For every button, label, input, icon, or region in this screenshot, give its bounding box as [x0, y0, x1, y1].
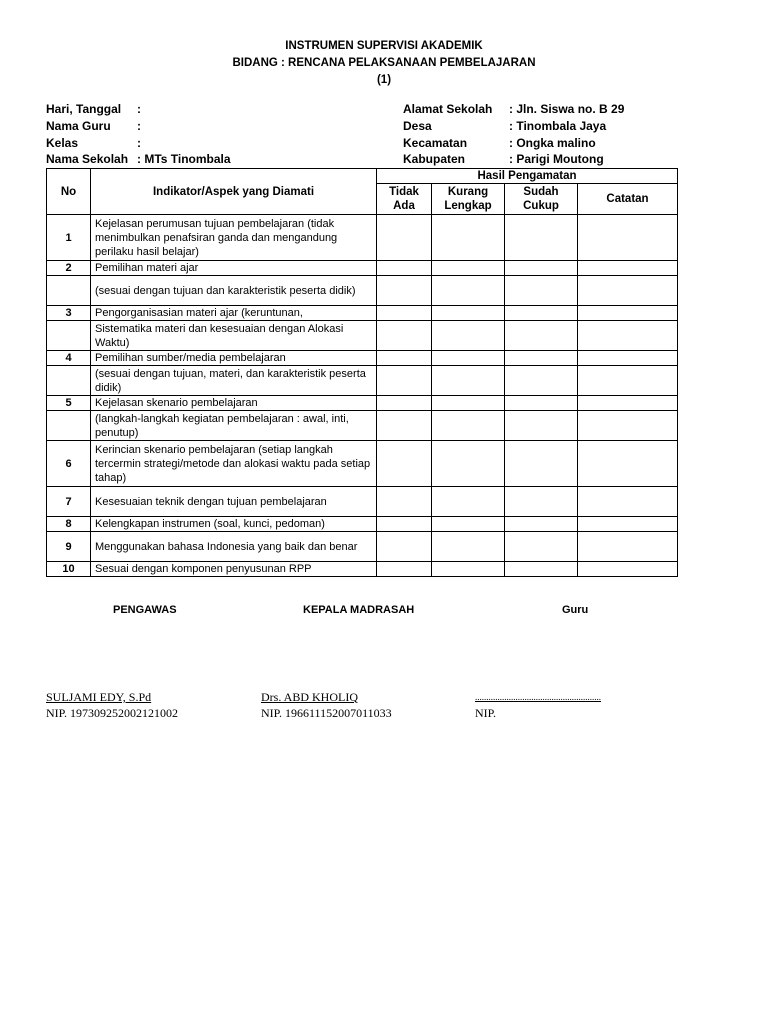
cell-kurang-lengkap[interactable]: [432, 487, 505, 517]
row-indicator: Kejelasan skenario pembelajaran: [91, 396, 377, 411]
cell-tidak-ada[interactable]: [377, 411, 432, 441]
table-row: [47, 321, 678, 351]
cell-kurang-lengkap[interactable]: [432, 351, 505, 366]
header-indicator: Indikator/Aspek yang Diamati: [91, 169, 377, 215]
row-number: [47, 321, 91, 351]
cell-catatan[interactable]: [578, 532, 678, 562]
header-catatan: Catatan: [578, 184, 678, 215]
table-row: [47, 306, 678, 321]
cell-sudah-cukup[interactable]: [505, 366, 578, 396]
cell-kurang-lengkap[interactable]: [432, 562, 505, 577]
row-number: 6: [47, 441, 91, 487]
cell-catatan[interactable]: [578, 517, 678, 532]
header-hasil-pengamatan: Hasil Pengamatan: [377, 169, 678, 184]
guru-name-line: ........................................................: [475, 692, 601, 702]
row-indicator: Pengorganisasian materi ajar (keruntunan,: [91, 306, 377, 321]
row-number: [47, 366, 91, 396]
row-indicator: Menggunakan bahasa Indonesia yang baik dan benar: [91, 532, 377, 562]
row-number: 10: [47, 562, 91, 577]
row-indicator: (langkah-langkah kegiatan pembelajaran : awal, inti, penutup): [91, 411, 377, 441]
cell-catatan[interactable]: [578, 411, 678, 441]
table-row: [47, 517, 678, 532]
cell-sudah-cukup[interactable]: [505, 321, 578, 351]
cell-catatan[interactable]: [578, 351, 678, 366]
cell-catatan[interactable]: [578, 261, 678, 276]
info-hari-tanggal: Hari, Tanggal :: [46, 102, 141, 116]
cell-catatan[interactable]: [578, 276, 678, 306]
pengawas-name: SULJAMI EDY, S.Pd: [46, 690, 152, 704]
cell-sudah-cukup[interactable]: [505, 411, 578, 441]
guru-nip: NIP.: [475, 706, 497, 720]
cell-tidak-ada[interactable]: [377, 487, 432, 517]
supervision-table: [46, 168, 678, 577]
table-row: [47, 562, 678, 577]
row-indicator: Kesesuaian teknik dengan tujuan pembelajaran: [91, 487, 377, 517]
cell-sudah-cukup[interactable]: [505, 261, 578, 276]
row-indicator: (sesuai dengan tujuan dan karakteristik peserta didik): [91, 276, 377, 306]
cell-sudah-cukup[interactable]: [505, 306, 578, 321]
cell-kurang-lengkap[interactable]: [432, 276, 505, 306]
row-indicator: Pemilihan sumber/media pembelajaran: [91, 351, 377, 366]
pengawas-nip: NIP. 197309252002121002: [46, 706, 179, 720]
cell-tidak-ada[interactable]: [377, 562, 432, 577]
table-row: [47, 215, 678, 261]
header-tidak-ada: Tidak Ada: [377, 184, 432, 215]
guru-title: Guru: [562, 604, 589, 616]
cell-catatan[interactable]: [578, 487, 678, 517]
cell-kurang-lengkap[interactable]: [432, 532, 505, 562]
cell-sudah-cukup[interactable]: [505, 517, 578, 532]
cell-tidak-ada[interactable]: [377, 517, 432, 532]
cell-kurang-lengkap[interactable]: [432, 441, 505, 487]
cell-catatan[interactable]: [578, 396, 678, 411]
row-indicator: Kejelasan perumusan tujuan pembelajaran (tidak menimbulkan penafsiran ganda dan mengandung perilaku hasil belajar): [91, 215, 377, 261]
cell-catatan[interactable]: [578, 562, 678, 577]
row-number: 1: [47, 215, 91, 261]
info-nama-guru: Nama Guru :: [46, 119, 141, 133]
table-row: [47, 261, 678, 276]
cell-sudah-cukup[interactable]: [505, 396, 578, 411]
info-nama-sekolah: Nama Sekolah : MTs Tinombala: [46, 152, 231, 166]
table-row: [47, 441, 678, 487]
cell-kurang-lengkap[interactable]: [432, 411, 505, 441]
cell-sudah-cukup[interactable]: [505, 441, 578, 487]
info-kecamatan: Kecamatan : Ongka malino: [403, 136, 596, 150]
cell-sudah-cukup[interactable]: [505, 276, 578, 306]
info-alamat-sekolah: Alamat Sekolah : Jln. Siswa no. B 29: [403, 102, 625, 116]
cell-catatan[interactable]: [578, 441, 678, 487]
row-indicator: (sesuai dengan tujuan, materi, dan karakteristik peserta didik): [91, 366, 377, 396]
cell-sudah-cukup[interactable]: [505, 532, 578, 562]
info-kelas: Kelas :: [46, 136, 141, 150]
info-desa: Desa : Tinombala Jaya: [403, 119, 607, 133]
cell-tidak-ada[interactable]: [377, 441, 432, 487]
row-number: [47, 411, 91, 441]
row-number: 9: [47, 532, 91, 562]
kepala-madrasah-title: KEPALA MADRASAH: [303, 604, 415, 616]
header-no: No: [47, 169, 91, 215]
row-number: 4: [47, 351, 91, 366]
cell-tidak-ada[interactable]: [377, 261, 432, 276]
document-number: (1): [376, 74, 392, 86]
cell-tidak-ada[interactable]: [377, 321, 432, 351]
cell-kurang-lengkap[interactable]: [432, 306, 505, 321]
row-number: [47, 276, 91, 306]
table-row: [47, 351, 678, 366]
table-row: [47, 396, 678, 411]
table-row: [47, 411, 678, 441]
row-indicator: Kelengkapan instrumen (soal, kunci, pedoman): [91, 517, 377, 532]
cell-tidak-ada[interactable]: [377, 532, 432, 562]
info-kabupaten: Kabupaten : Parigi Moutong: [403, 152, 604, 166]
cell-kurang-lengkap[interactable]: [432, 366, 505, 396]
row-number: 3: [47, 306, 91, 321]
cell-kurang-lengkap[interactable]: [432, 321, 505, 351]
cell-tidak-ada[interactable]: [377, 351, 432, 366]
row-indicator: Sistematika materi dan kesesuaian dengan Alokasi Waktu): [91, 321, 377, 351]
kepala-madrasah-nip: NIP. 196611152007011033: [261, 706, 392, 720]
cell-kurang-lengkap[interactable]: [432, 396, 505, 411]
row-indicator: Pemilihan materi ajar: [91, 261, 377, 276]
cell-tidak-ada[interactable]: [377, 306, 432, 321]
cell-kurang-lengkap[interactable]: [432, 517, 505, 532]
cell-kurang-lengkap[interactable]: [432, 215, 505, 261]
header-kurang-lengkap: Kurang Lengkap: [432, 184, 505, 215]
table-row: [47, 487, 678, 517]
row-number: 7: [47, 487, 91, 517]
table-row: [47, 532, 678, 562]
row-number: 2: [47, 261, 91, 276]
kepala-madrasah-name: Drs. ABD KHOLIQ: [261, 690, 358, 704]
cell-catatan[interactable]: [578, 366, 678, 396]
row-number: 5: [47, 396, 91, 411]
cell-tidak-ada[interactable]: [377, 215, 432, 261]
cell-catatan[interactable]: [578, 321, 678, 351]
cell-tidak-ada[interactable]: [377, 366, 432, 396]
row-indicator: Kerincian skenario pembelajaran (setiap langkah tercermin strategi/metode dan alokasi waktu pada setiap tahap): [91, 441, 377, 487]
cell-sudah-cukup[interactable]: [505, 215, 578, 261]
cell-catatan[interactable]: [578, 306, 678, 321]
cell-sudah-cukup[interactable]: [505, 351, 578, 366]
row-number: 8: [47, 517, 91, 532]
cell-tidak-ada[interactable]: [377, 276, 432, 306]
cell-kurang-lengkap[interactable]: [432, 261, 505, 276]
table-row: [47, 276, 678, 306]
row-indicator: Sesuai dengan komponen penyusunan RPP: [91, 562, 377, 577]
header-sudah-cukup: Sudah Cukup: [505, 184, 578, 215]
cell-sudah-cukup[interactable]: [505, 487, 578, 517]
cell-tidak-ada[interactable]: [377, 396, 432, 411]
cell-catatan[interactable]: [578, 215, 678, 261]
table-row: [47, 366, 678, 396]
cell-sudah-cukup[interactable]: [505, 562, 578, 577]
pengawas-title: PENGAWAS: [113, 604, 177, 616]
document-subtitle: BIDANG : RENCANA PELAKSANAAN PEMBELAJARAN: [232, 57, 536, 69]
document-title: INSTRUMEN SUPERVISI AKADEMIK: [285, 40, 483, 52]
